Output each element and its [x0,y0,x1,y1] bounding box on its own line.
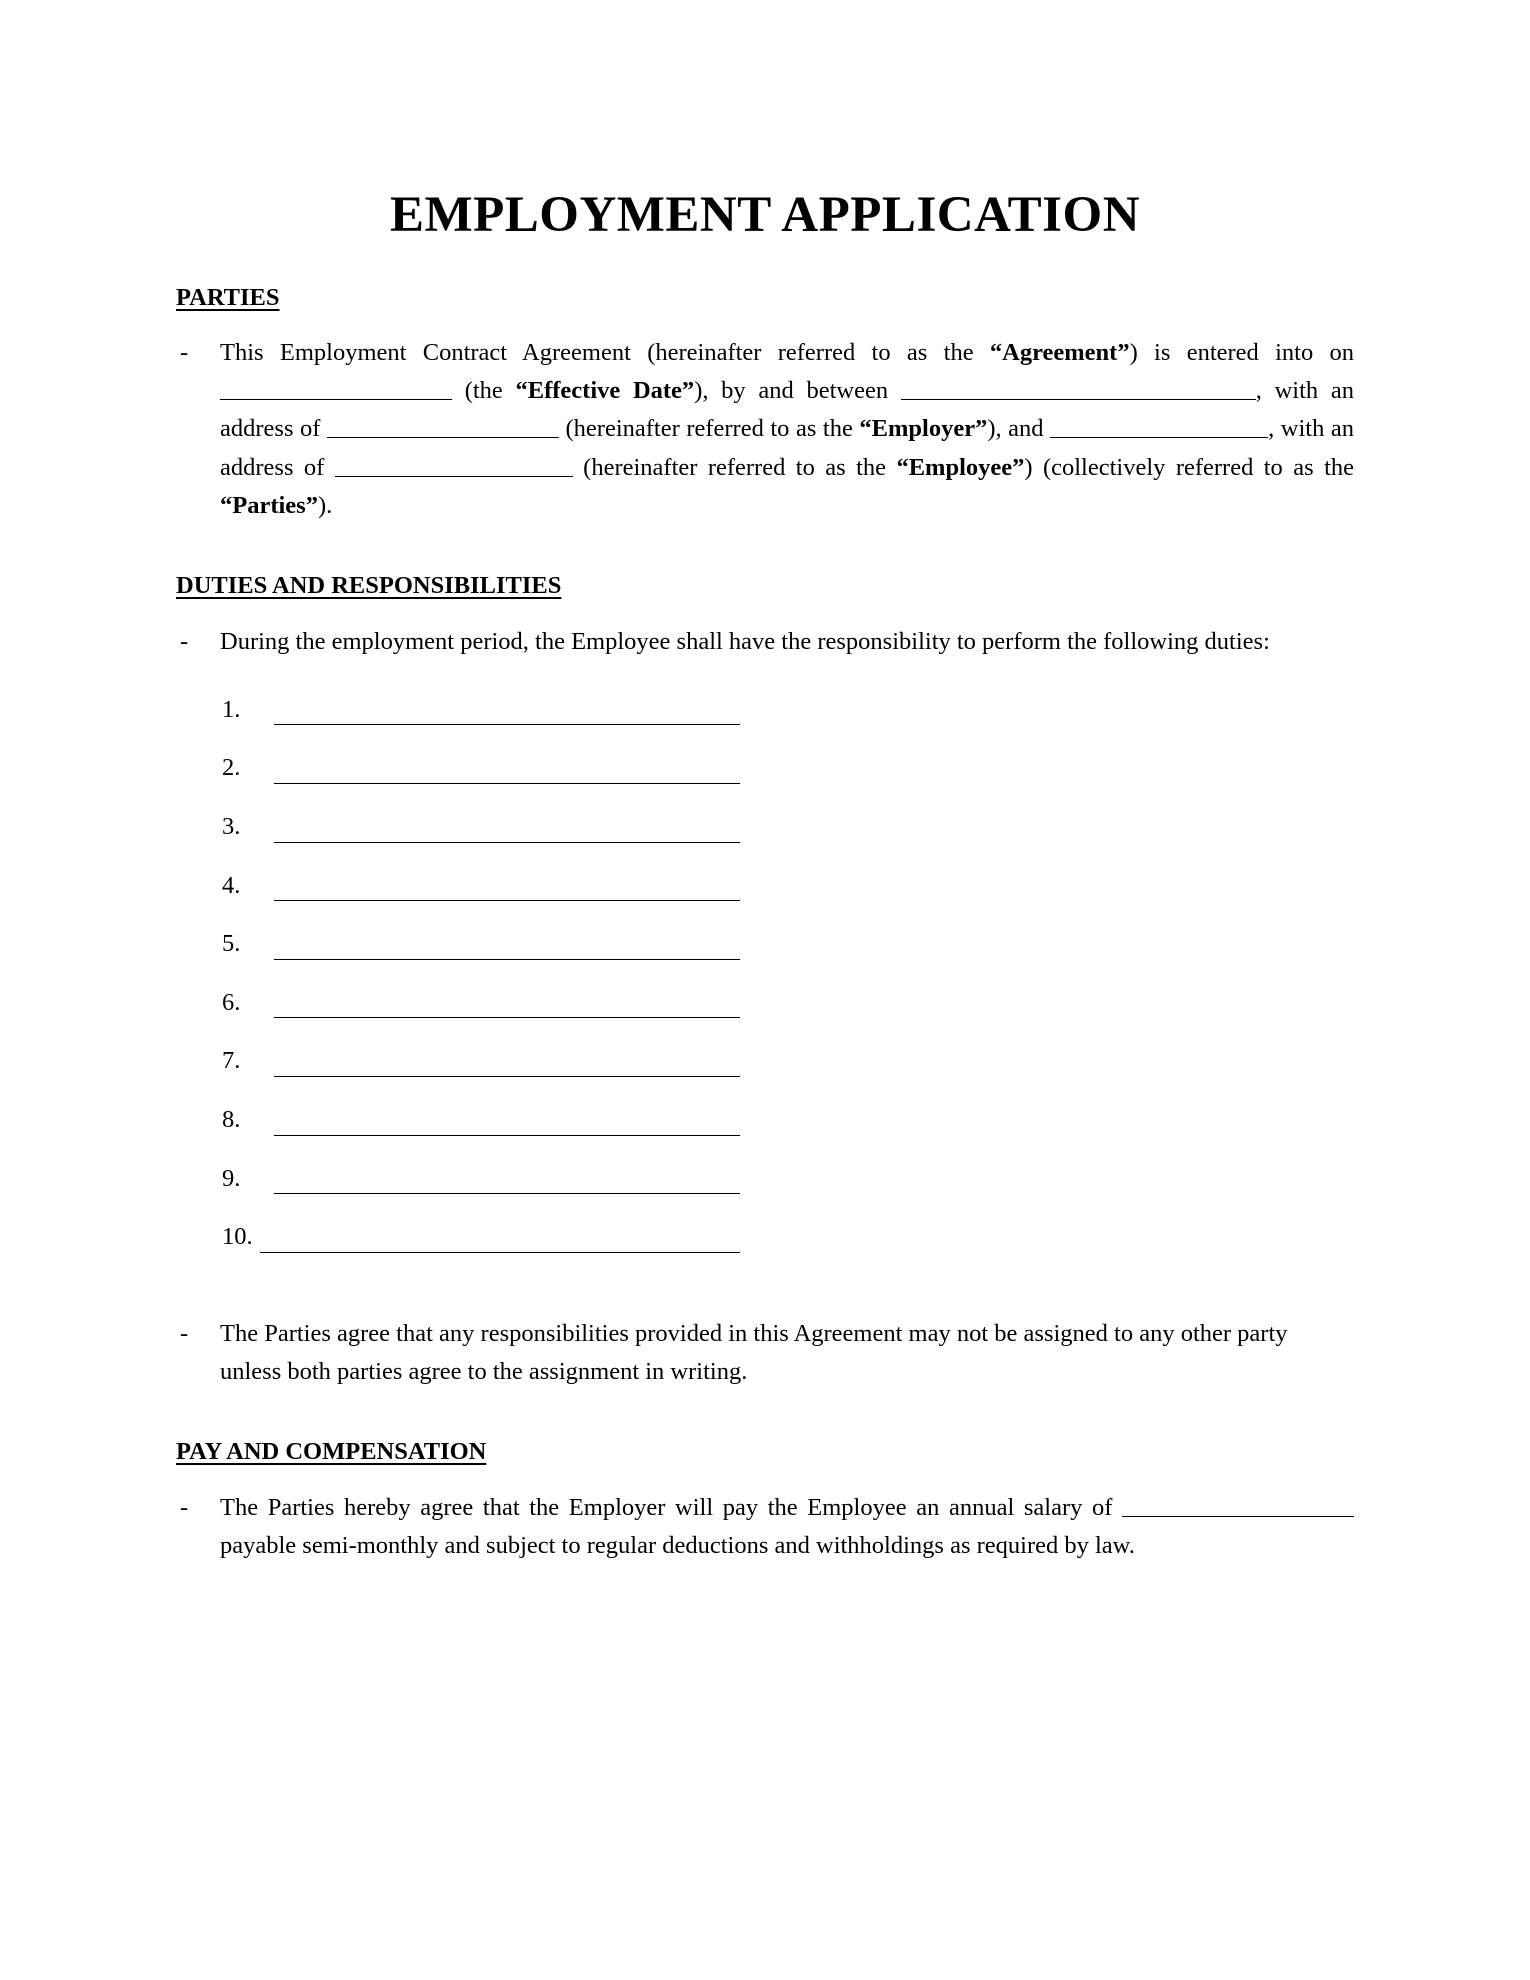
list-item [176,988,1354,1019]
employee-address-field[interactable] [335,450,573,477]
list-item [176,1046,1354,1077]
duties-intro-row [176,623,1354,661]
parties-text-8: , with an address of [220,415,1354,481]
list-item [176,753,1354,784]
list-item [176,1105,1354,1136]
parties-text-2: ) is entered into on [1129,339,1355,367]
list-item [176,812,1354,843]
list-item [176,871,1354,902]
annual-salary-field[interactable] [1122,1490,1354,1517]
spacer [176,1281,1354,1315]
duty-number: 2. [222,754,241,782]
duty-10-field[interactable] [260,1231,740,1253]
effective-date-field[interactable] [220,374,452,401]
duty-number: 8. [222,1106,241,1134]
list-item [176,1222,1354,1253]
section-heading-parties [176,283,1354,312]
duty-number: 1. [222,695,241,723]
duty-4-field[interactable] [274,879,740,901]
employer-name-field[interactable] [901,374,1256,401]
bullet-dash-icon: - [180,339,189,367]
parties-text-6: (hereinafter referred to as the [558,415,860,443]
duty-5-field[interactable] [274,938,740,960]
parties-text-1: This Employment Contract Agreement (hereinafter referred to as the [220,339,990,367]
duty-number: 4. [222,871,241,899]
term-effective-date: “Effective Date” [515,377,695,405]
section-heading-duties [176,571,1354,600]
duty-number: 3. [222,812,241,840]
parties-paragraph-row [176,334,1354,525]
term-parties: “Parties” [220,491,318,519]
duty-3-field[interactable] [274,821,740,843]
bullet-dash-icon: - [180,1319,189,1347]
duty-6-field[interactable] [274,996,740,1018]
parties-text-9: (hereinafter referred to as the [572,453,897,481]
list-item [176,695,1354,726]
bullet-dash-icon: - [180,627,189,655]
spacer [176,555,1354,571]
parties-text-7: ), and [987,415,1051,443]
term-employer: “Employer” [859,415,988,443]
duty-9-field[interactable] [274,1172,740,1194]
employee-name-field[interactable] [1050,412,1268,439]
list-item [176,929,1354,960]
term-agreement: “Agreement” [989,339,1130,367]
duties-list [176,695,1354,1253]
parties-text-10: ) (collectively referred to as the [1024,453,1354,481]
duty-8-field[interactable] [274,1114,740,1136]
page-title: EMPLOYMENT APPLICATION [389,187,1141,243]
bullet-dash-icon: - [180,1493,189,1521]
pay-text-2: payable semi-monthly and subject to regular deductions and withholdings as required by law. [220,1532,1135,1560]
section-heading-duties-label: DUTIES AND RESPONSIBILITIES [176,572,562,600]
duties-intro-text: During the employment period, the Employee shall have the responsibility to perform the following duties: [220,627,1270,655]
document-content [176,186,1354,1595]
duty-number: 7. [222,1047,241,1075]
pay-paragraph-row [176,1489,1354,1565]
parties-text-11: ). [317,491,333,519]
term-employee: “Employee” [896,453,1025,481]
duty-number: 6. [222,988,241,1016]
parties-paragraph [220,334,1354,525]
spacer [176,1421,1354,1437]
assignment-clause-text: The Parties agree that any responsibilities provided in this Agreement may not be assigned to any other party unless both parties agree to the assignment in writing. [220,1319,1288,1386]
list-item [176,1164,1354,1195]
employer-address-field[interactable] [327,412,559,439]
pay-paragraph [220,1489,1354,1565]
duty-1-field[interactable] [274,703,740,725]
section-heading-pay-label: PAY AND COMPENSATION [176,1438,487,1466]
duty-7-field[interactable] [274,1055,740,1077]
parties-text-5: , with an address of [220,377,1354,443]
assignment-clause-row [176,1315,1354,1391]
section-heading-pay [176,1437,1354,1466]
parties-text-4: ), by and between [694,377,901,405]
pay-text-1: The Parties hereby agree that the Employer will pay the Employee an annual salary of [220,1493,1122,1521]
duty-number: 5. [222,930,241,958]
duty-2-field[interactable] [274,762,740,784]
section-heading-parties-label: PARTIES [176,283,280,311]
duty-number: 10. [222,1223,253,1251]
parties-text-3: (the [452,377,516,405]
duty-number: 9. [222,1164,241,1192]
